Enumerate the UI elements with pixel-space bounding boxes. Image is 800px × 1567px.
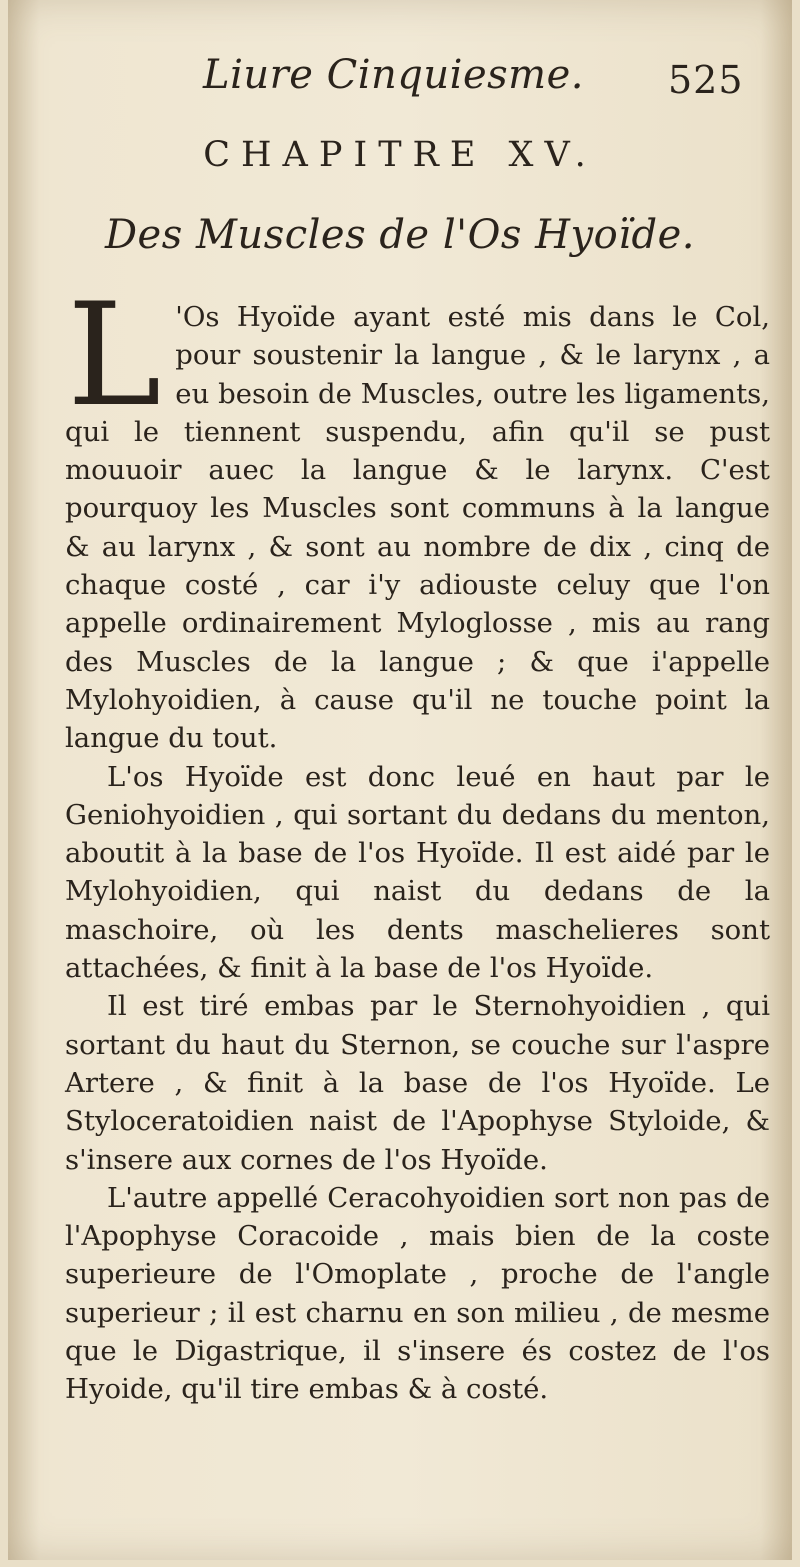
chapter-title: CHAPITRE XV. <box>203 135 597 175</box>
running-head <box>8 52 792 112</box>
section-title: Des Muscles de l'Os Hyoïde. <box>104 212 695 258</box>
paragraph-2: L'os Hyoïde est donc leué en haut par le Geniohyoidien , qui sortant du dedans du menton, aboutit à la base de l'os Hyoïde. Il est aidé par le Mylohyoidien, qui naist du dedans de la maschoire, où les dents maschelieres sont attachées, & finit à la base de l'os Hyoïde. <box>65 760 770 985</box>
paragraph-3: Il est tiré embas par le Sternohyoidien , qui sortant du haut du Sternon, se couche sur l'aspre Artere , & finit à la base de l'os Hyoïde. Le Styloceratoidien naist de l'Apophyse Styloide, & s'insere aux cornes de l'os Hyoïde. <box>65 990 770 1176</box>
running-title: Liure Cinquiesme. <box>203 52 584 98</box>
paragraph-1-text: 'Os Hyoïde ayant esté mis dans le Col, pour soustenir la langue , & le larynx , a eu besoin de Muscles, outre les ligaments, qui le tiennent suspendu, afin qu'il se pust mouuoir auec la langue & le larynx. C'est pourquoy les Muscles sont communs à la langue & au larynx , & sont au nombre de dix , cinq de chaque costé , car i'y adiouste celuy que l'on appelle ordinairement Myloglosse , mis au rang des Muscles de la langue ; & que i'appelle Mylohyoidien, à cause qu'il ne touche point la langue du tout. <box>65 301 770 755</box>
paragraph-4: L'autre appellé Ceracohyoidien sort non pas de l'Apophyse Coracoide , mais bien de la coste superieure de l'Omoplate , proche de l'angle superieur ; il est charnu en son milieu , de mesme que le Digastrique, il s'insere és costez de l'os Hyoide, qu'il tire embas & à costé. <box>65 1181 770 1406</box>
drop-cap: L <box>67 273 162 438</box>
page-number: 525 <box>668 58 744 102</box>
body-text <box>65 273 770 1409</box>
book-page <box>8 0 792 1560</box>
paragraph-1 <box>65 273 770 758</box>
